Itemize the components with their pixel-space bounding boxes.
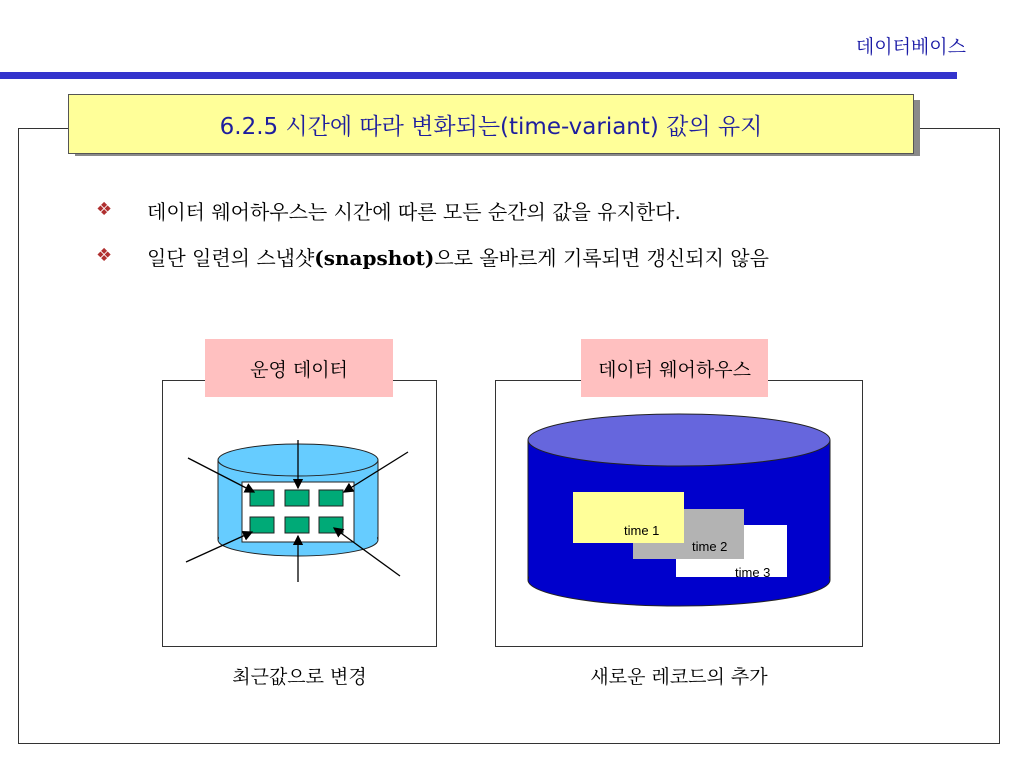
operational-data-caption: 최근값으로 변경 (232, 666, 367, 688)
warehouse-cylinder-diagram (495, 400, 861, 630)
data-cell (250, 517, 274, 533)
data-cell (319, 517, 343, 533)
bullet-icon: ❖ (96, 199, 113, 220)
data-cell (319, 490, 343, 506)
slide-title: 6.2.5 시간에 따라 변화되는(time-variant) 값의 유지 (219, 113, 763, 140)
header-rule (0, 72, 957, 79)
data-warehouse-label (581, 339, 768, 397)
operational-data-label (205, 339, 393, 397)
bullet-text-2-part-b: 으로 올바르게 기록되면 갱신되지 않음 (434, 246, 769, 270)
record-time-1-label: time 1 (624, 523, 660, 538)
data-cell (285, 517, 309, 533)
record-time-2-label: time 2 (692, 539, 728, 554)
data-warehouse-caption: 새로운 레코드의 추가 (590, 666, 768, 688)
record-time-3-label: time 3 (735, 565, 771, 580)
bullet-text-2 (147, 242, 769, 271)
bullet-text-2-part-a: 일단 일련의 스냅샷 (147, 246, 315, 270)
bullet-icon: ❖ (96, 245, 113, 266)
bullet-text-1: 데이터 웨어하우스는 시간에 따른 모든 순간의 값을 유지한다. (147, 200, 681, 224)
operational-data-label-text: 운영 데이터 (250, 358, 348, 381)
section-title: 데이터베이스 (855, 36, 966, 58)
slide-title-box (68, 94, 914, 154)
warehouse-cylinder-top (528, 414, 830, 466)
operational-cylinder-diagram (162, 430, 435, 590)
bullet-text-2-emph: (snapshot) (314, 246, 435, 270)
data-warehouse-label-text: 데이터 웨어하우스 (598, 358, 751, 381)
data-cell (285, 490, 309, 506)
